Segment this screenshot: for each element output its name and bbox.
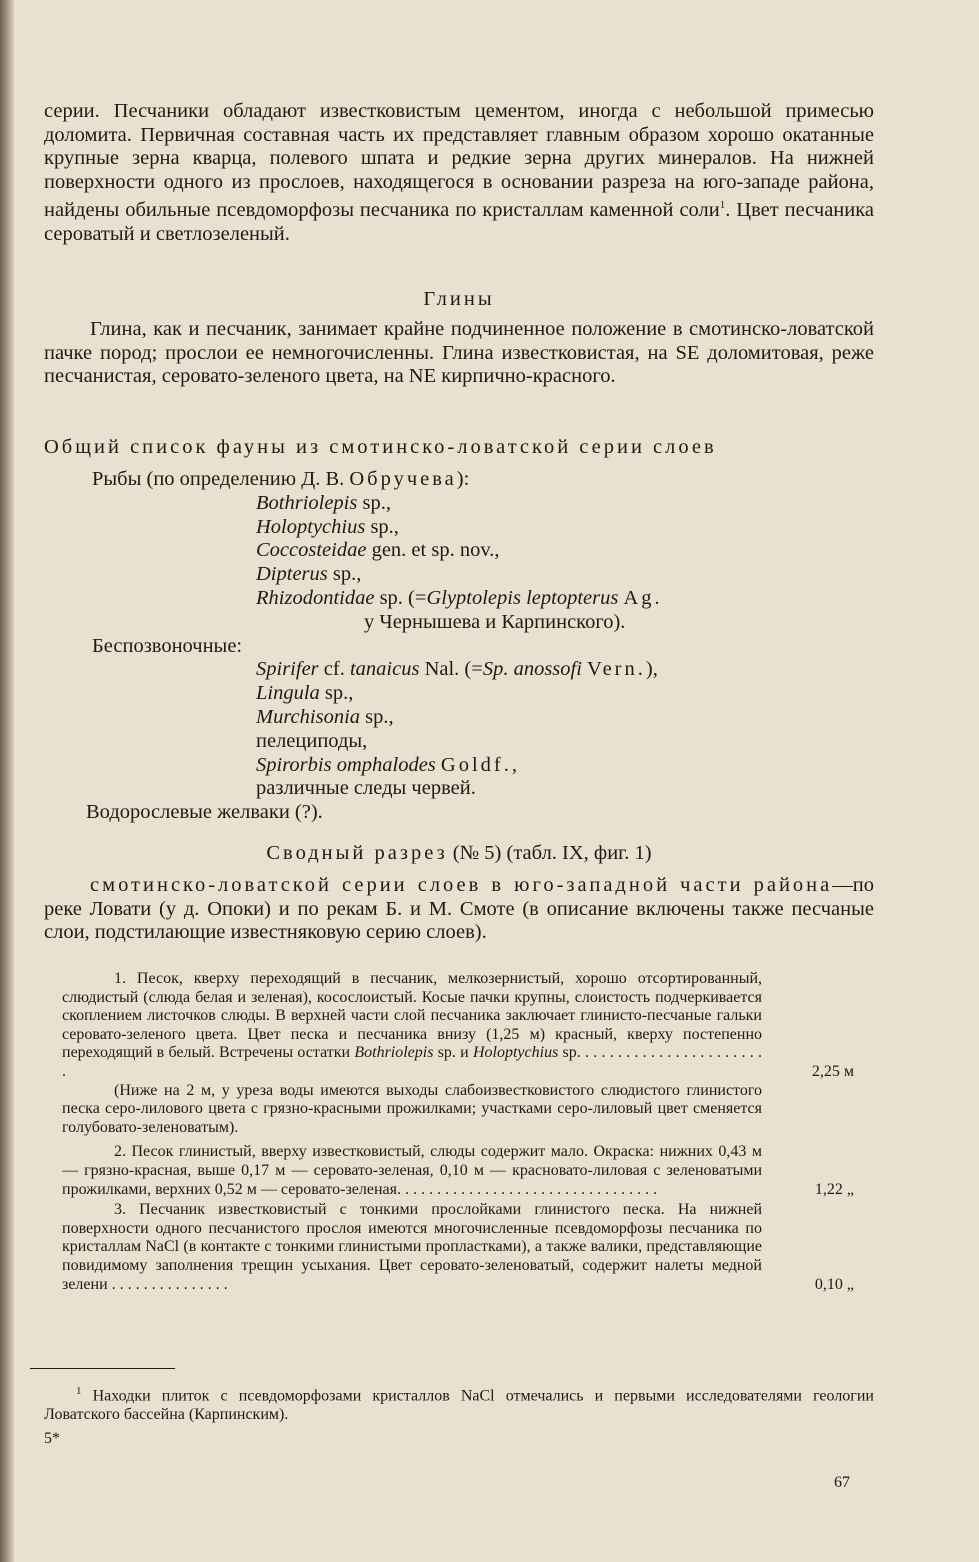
invertebrates-label: Беспозвоночные: bbox=[92, 634, 243, 657]
invertebrate-taxon: пелециподы, bbox=[256, 729, 368, 752]
section-entry: 2. Песок глинистый, вверху известковистый, слюды содержит мало. Окраска: нижних 0,43 м — грязно-красная, выше 0,17 м — серовато-зеленая, 0,10 м — красновато-лиловая с зеленоватыми прожилками, верхних 0,52 м — серовато-зеленая. . . . . . . . . . . . . . . . . . . . . . . . . . . . . . . . . 1,22 „ bbox=[62, 1143, 854, 1198]
intro-paragraph: серии. Песчаники обладают известковистым цементом, иногда с небольшой примесью доломита. Первичная составная часть их представляет главным образом хорошо окатанные крупные зерна кварца, полевого шпата и редкие зерна других минералов. На нижней поверхности одного из прослоев, находящегося в основании разреза на юго-западе района, найдены обильные псевдоморфозы песчаника по кристаллам каменной соли$^1$. Цвет песчаника сероватый и светлозеленый. bbox=[44, 100, 874, 245]
footnote: $^1$ Находки плиток с псевдоморфозами кристаллов NaCl отмечались и первыми исследователями геологии Ловатского бассейна (Карпинским). bbox=[44, 1385, 874, 1423]
invertebrate-taxon: Murchisonia sp., bbox=[256, 705, 394, 728]
signature-mark: 5* bbox=[44, 1430, 60, 1447]
clays-heading: Глины bbox=[423, 288, 495, 310]
fish-taxon: Bothriolepis sp., bbox=[256, 491, 391, 514]
clays-paragraph: Глина, как и песчаник, занимает крайне подчиненное положение в смотинско-ловатской пачке пород; прослои ее немногочисленны. Глина известковистая, на SE доломитовая, реже песчанистая, серовато-зеленого цвета, на NE кирпично-красного. bbox=[44, 318, 874, 388]
invertebrate-taxon: Lingula sp., bbox=[256, 682, 354, 705]
fish-taxon-note: у Чернышева и Карпинского). bbox=[364, 610, 626, 633]
fish-taxon: Dipterus sp., bbox=[256, 563, 362, 586]
fish-taxon: Rhizodontidae sp. (=Glyptolepis leptopterus Ag. bbox=[256, 586, 663, 609]
fish-taxon: Coccosteidae gen. et sp. nov., bbox=[256, 539, 500, 562]
invertebrate-taxon: Spirorbis omphalodes Goldf., bbox=[256, 753, 517, 776]
fauna-heading: Общий список фауны из смотинско-ловатской серии слоев bbox=[44, 436, 717, 458]
section-entries bbox=[44, 970, 874, 1294]
section-entry: 1. Песок, кверху переходящий в песчаник, мелкозернистый, хорошо отсортированный, слюдистый (слюда белая и зеленая), косослоистый. Косые пачки крупны, слоистость подчеркивается скоплением листочков слюды. В верхней части слой песчаника заключает глинисто-песчаные гальки серовато-зеленого цвета. Цвет песка и песчаника внизу (1,25 м) красный, кверху постепенно переходящий в белый. Встречены остатки Bothriolepis sp. и Holoptychius sp. . . . . . . . . . . . . . . . . . . . . . . . 2,25 м bbox=[62, 970, 854, 1080]
layer-thickness: 2,25 м bbox=[811, 1062, 854, 1080]
footnote-rule bbox=[30, 1368, 175, 1369]
fauna-list bbox=[86, 468, 872, 825]
invertebrate-taxon: различные следы червей. bbox=[256, 777, 476, 800]
algae-label: Водорослевые желваки (?). bbox=[86, 801, 323, 824]
section-subtitle: смотинско-ловатской серии слоев в юго-западной части района—по реке Ловати (у д. Опоки) и по рекам Б. и М. Смоте (в описание включены также песчаные слои, подстилающие известняковую серию слоев). bbox=[44, 874, 874, 944]
section-entry: 3. Песчаник известковистый с тонкими прослойками глинистого песка. На нижней поверхности одного песчанистого прослоя имеются многочисленные псевдоморфозы песчаника по кристаллам NaCl (в контакте с тонкими глинистыми пропластками), а также валики, представляющие повидимому заполнения трещин усыхания. Цвет серовато-зеленоватый, содержит налеты медной зелени . . . . . . . . . . . . . . . 0,10 „ bbox=[62, 1201, 854, 1293]
fish-taxon: Holoptychius sp., bbox=[256, 515, 399, 538]
layer-thickness: 1,22 „ bbox=[814, 1180, 854, 1198]
footnote-reference: 1 bbox=[719, 199, 726, 212]
invertebrate-taxon: Spirifer cf. tanaicus Nal. (=Sp. anossofi Vern.), bbox=[256, 658, 658, 681]
fish-label: Рыбы (по определению Д. В. Обручева): bbox=[92, 468, 470, 490]
layer-thickness: 0,10 „ bbox=[814, 1275, 854, 1293]
section-entry-note: (Ниже на 2 м, у уреза воды имеются выходы слабоизвестковистого слюдистого глинистого песка серо-лилового цвета с грязно-красными прожилками; участками серо-лиловый цвет сменяется голубовато-зеленоватым). bbox=[62, 1081, 762, 1136]
section-heading: Сводный разрез (№ 5) (табл. IX, фиг. 1) bbox=[266, 842, 652, 864]
page-number: 67 bbox=[834, 1474, 850, 1491]
page-edge-shadow bbox=[0, 0, 14, 1562]
